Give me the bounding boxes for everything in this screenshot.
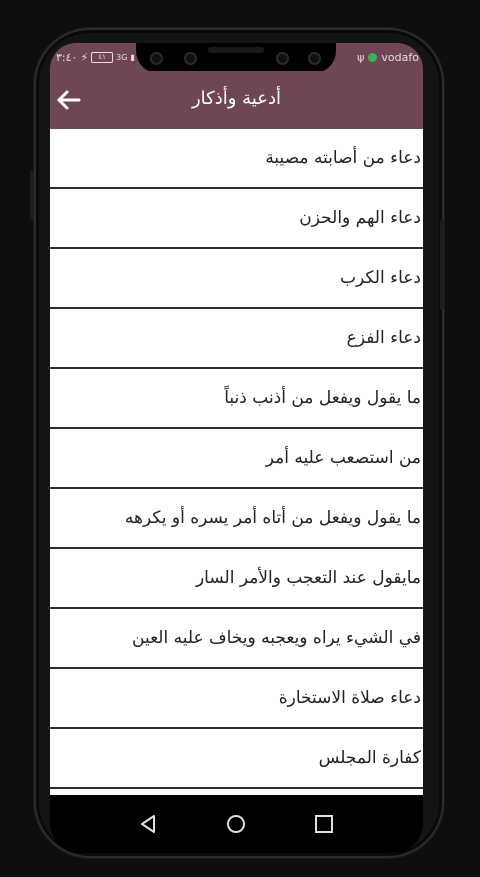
list-item[interactable]: [50, 369, 423, 429]
status-right: [357, 51, 419, 64]
square-recents-icon: [312, 812, 336, 836]
triangle-back-icon: [137, 812, 161, 836]
charging-icon: ⚡: [80, 51, 89, 64]
back-button[interactable]: [52, 85, 86, 115]
screen: [50, 43, 423, 853]
navigation-bar: [50, 795, 423, 853]
list-item[interactable]: [50, 609, 423, 669]
carrier-name: vodafo: [381, 51, 419, 64]
circle-home-icon: [224, 812, 248, 836]
power-button: [440, 220, 444, 310]
volume-button: [30, 170, 34, 220]
sensor-icon: [308, 52, 321, 65]
list-item-label: من استصعب عليه أمر: [265, 448, 421, 468]
list-item-label: ما يقول ويفعل من أذنب ذنباً: [224, 388, 421, 408]
nav-recents-button[interactable]: [312, 812, 336, 836]
sensor-icon: [276, 52, 289, 65]
list-item-label: دعاء من أصابته مصيبة: [265, 148, 421, 168]
signal-icon: ▮: [130, 53, 135, 62]
network-type: 3G: [116, 53, 128, 62]
status-time: ٣:٤٠: [56, 51, 78, 64]
list-item-label: دعاء صلاة الاستخارة: [278, 688, 421, 708]
battery-icon: ٤١: [91, 52, 113, 63]
list-item-label: ما يقول ويفعل من أتاه أمر يسره أو يكرهه: [124, 508, 421, 528]
sensor-icon: [150, 52, 163, 65]
usb-icon: ψ: [357, 51, 365, 64]
app-notification-icon: [368, 53, 377, 62]
nav-back-button[interactable]: [137, 812, 161, 836]
dua-list: [50, 129, 423, 795]
list-item[interactable]: [50, 129, 423, 189]
list-item-label: دعاء الكرب: [340, 268, 421, 288]
list-item[interactable]: [50, 249, 423, 309]
camera-notch: [136, 43, 336, 73]
status-left: [56, 51, 135, 64]
list-item-label: كفارة المجلس: [318, 748, 421, 768]
list-item[interactable]: [50, 429, 423, 489]
app-bar: [50, 71, 423, 129]
list-item[interactable]: [50, 189, 423, 249]
list-item[interactable]: [50, 309, 423, 369]
list-item[interactable]: [50, 669, 423, 729]
list-item[interactable]: [50, 729, 423, 789]
list-item-label: دعاء الهم والحزن: [299, 208, 421, 228]
list-item[interactable]: [50, 489, 423, 549]
list-item-label: مايقول عند التعجب والأمر السار: [195, 568, 421, 588]
list-item[interactable]: [50, 549, 423, 609]
page-title: أدعية وأذكار: [191, 88, 281, 109]
list-item-label: في الشيء يراه ويعجبه ويخاف عليه العين: [132, 628, 421, 648]
arrow-left-icon: [52, 85, 86, 115]
list-item-label: دعاء الفزع: [346, 328, 421, 348]
nav-home-button[interactable]: [224, 812, 248, 836]
front-camera-icon: [184, 52, 197, 65]
speaker-grille: [208, 47, 264, 53]
